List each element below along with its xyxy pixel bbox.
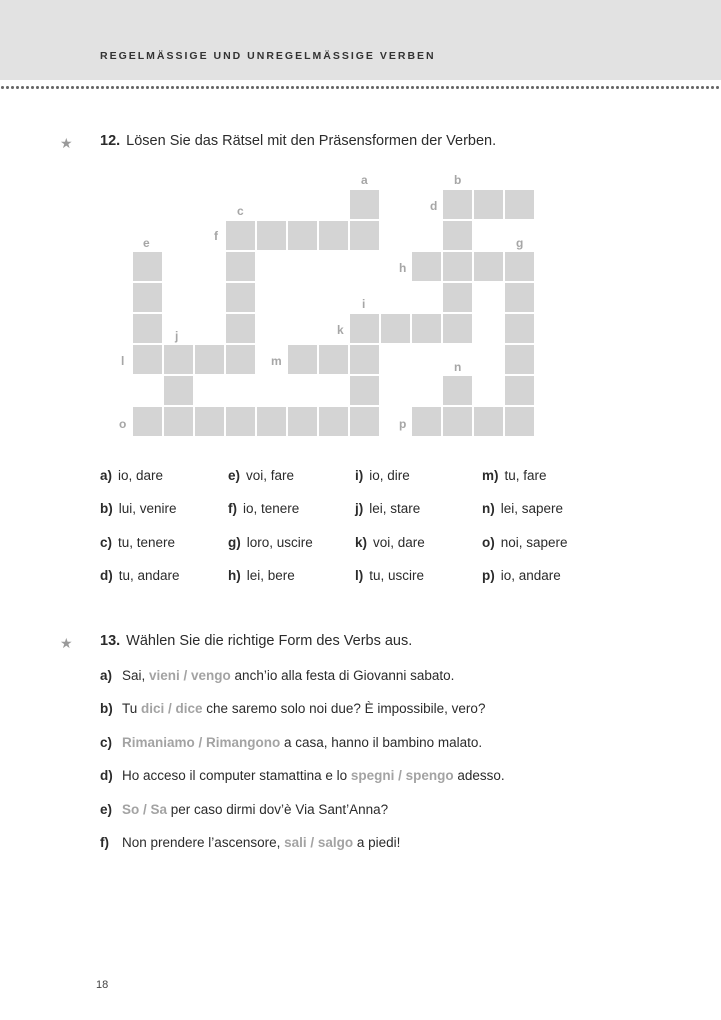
sentence-item: f) Non prendere l’ascensore, sali / salgo a piedi! [100,835,401,850]
star-icon: ★ [60,135,73,151]
crossword-letter-a: a [361,173,368,187]
sentence-item: c) Rimaniamo / Rimangono a casa, hanno il bambino malato. [100,735,483,750]
crossword-letter-j: j [175,329,179,343]
crossword-letter-h: h [399,261,407,275]
verb-choice[interactable]: spegni / spengo [350,768,454,783]
crossword-cell[interactable] [350,345,379,374]
crossword-cell[interactable] [226,252,255,281]
crossword-letter-m: m [271,354,282,368]
crossword-cell[interactable] [350,221,379,250]
crossword-letter-b: b [454,173,462,187]
crossword-cell[interactable] [474,407,503,436]
crossword-letter-o: o [119,417,127,431]
crossword-letter-g: g [516,236,524,250]
crossword-cell[interactable] [319,345,348,374]
exercise-12-title [100,133,496,149]
crossword-letter-p: p [399,417,407,431]
clue-item: i) io, dire [355,468,410,483]
crossword-cell[interactable] [474,190,503,219]
crossword-cell[interactable] [505,314,534,343]
exercise-13-title [100,633,412,649]
crossword-cell[interactable] [288,221,317,250]
crossword-cell[interactable] [350,314,379,343]
crossword-letter-i: i [362,297,366,311]
crossword-cell[interactable] [133,407,162,436]
sentence-item: d) Ho acceso il computer stamattina e lo spegni / spengo adesso. [100,768,505,783]
verb-choice[interactable]: So / Sa [122,802,168,817]
crossword-cell[interactable] [288,345,317,374]
crossword-cell[interactable] [133,314,162,343]
crossword-cell[interactable] [226,407,255,436]
crossword-cell[interactable] [226,345,255,374]
sentence-item: e) So / Sa per caso dirmi dov’è Via Sant’Anna? [100,802,389,817]
exercise-instruction: Wählen Sie die richtige Form des Verbs aus. [126,633,413,649]
crossword-cell[interactable] [257,221,286,250]
crossword-letter-e: e [143,236,150,250]
sentence-item: b) Tu dici / dice che saremo solo noi due? È impossibile, vero? [100,701,486,716]
crossword-cell[interactable] [226,314,255,343]
crossword-cell[interactable] [319,407,348,436]
crossword-cell[interactable] [288,407,317,436]
crossword-cell[interactable] [319,221,348,250]
crossword-cell[interactable] [133,345,162,374]
crossword-cell[interactable] [443,252,472,281]
crossword-cell[interactable] [443,283,472,312]
clue-item: k) voi, dare [355,535,425,550]
crossword-cell[interactable] [412,407,441,436]
crossword-cell[interactable] [443,190,472,219]
star-icon: ★ [60,635,73,651]
clue-item: m) tu, fare [482,468,547,483]
crossword-letter-f: f [214,229,218,243]
verb-choice[interactable]: Rimaniamo / Rimangono [122,735,281,750]
crossword-cell[interactable] [474,252,503,281]
crossword-letter-k: k [337,323,344,337]
crossword-cell[interactable] [381,314,410,343]
clue-item: l) tu, uscire [355,568,425,583]
clue-item: d) tu, andare [100,568,180,583]
crossword-cell[interactable] [350,376,379,405]
crossword-cell[interactable] [412,252,441,281]
crossword-cell[interactable] [350,407,379,436]
clue-item: j) lei, stare [355,501,421,516]
crossword-cell[interactable] [412,314,441,343]
section-header-title: REGELMÄSSIGE UND UNREGELMÄSSIGE VERBEN [100,50,436,62]
crossword-cell[interactable] [195,407,224,436]
clue-item: c) tu, tenere [100,535,176,550]
crossword-cell[interactable] [226,221,255,250]
crossword-cell[interactable] [505,252,534,281]
crossword-cell[interactable] [505,407,534,436]
crossword-cell[interactable] [195,345,224,374]
clue-item: n) lei, sapere [482,501,564,516]
header-band [0,0,721,80]
crossword-cell[interactable] [350,190,379,219]
crossword-cell[interactable] [226,283,255,312]
crossword-cell[interactable] [505,376,534,405]
clue-item: a) io, dare [100,468,164,483]
crossword-cell[interactable] [443,407,472,436]
crossword-cell[interactable] [505,283,534,312]
clue-item: b) lui, venire [100,501,177,516]
crossword-cell[interactable] [164,407,193,436]
exercise-instruction: Lösen Sie das Rätsel mit den Präsensformen der Verben. [126,133,497,149]
crossword-cell[interactable] [164,376,193,405]
clue-item: o) noi, sapere [482,535,568,550]
page-number: 18 [96,979,109,991]
clue-item: g) loro, uscire [228,535,313,550]
crossword-cell[interactable] [505,345,534,374]
verb-choice[interactable]: vieni / vengo [149,668,231,683]
crossword-letter-d: d [430,199,438,213]
clue-item: f) io, tenere [228,501,300,516]
crossword-cell[interactable] [133,283,162,312]
verb-choice[interactable]: sali / salgo [284,835,354,850]
clue-item: h) lei, bere [228,568,295,583]
clue-item: e) voi, fare [228,468,295,483]
crossword-letter-l: l [121,354,125,368]
verb-choice[interactable]: dici / dice [141,701,203,716]
clue-item: p) io, andare [482,568,561,583]
dotted-divider [0,85,721,90]
crossword-letter-n: n [454,360,462,374]
crossword-cell[interactable] [443,221,472,250]
crossword-cell[interactable] [257,407,286,436]
crossword-letter-c: c [237,204,244,218]
crossword-cell[interactable] [505,190,534,219]
crossword-cell[interactable] [443,314,472,343]
exercise-number: 12. [100,133,121,149]
crossword-cell[interactable] [133,252,162,281]
exercise-number: 13. [100,633,121,649]
crossword-cell[interactable] [164,345,193,374]
crossword-cell[interactable] [443,376,472,405]
sentence-item: a) Sai, vieni / vengo anch’io alla festa di Giovanni sabato. [100,668,455,683]
